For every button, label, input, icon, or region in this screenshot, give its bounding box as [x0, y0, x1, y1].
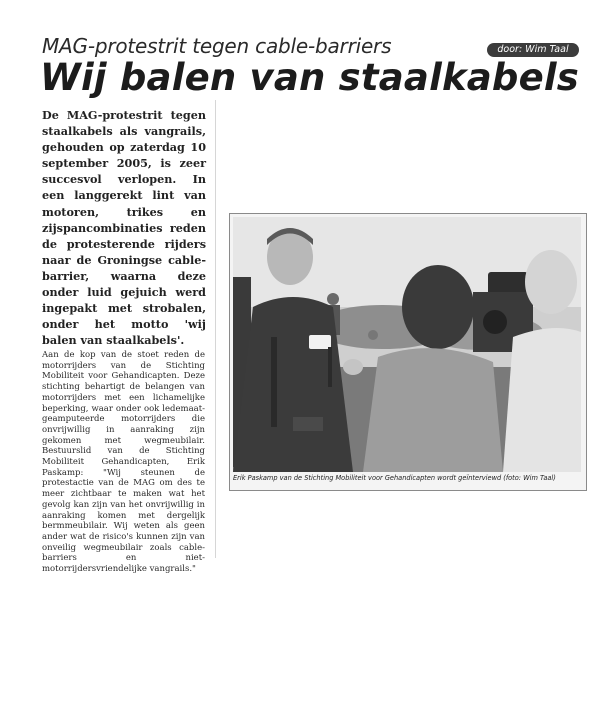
byline-badge: door: Wim Taal	[487, 43, 579, 57]
article-body: Aan de kop van de stoet reden de motorrijders van de Stichting Mobiliteit voor Gehandicapten. Deze stichting behartigt de belangen van motorrijders met een lichamelijke beperking, waar onder ook ledemaat-geamputeerde motorrijders die onvrijwillig in aanraking zijn gekomen met wegmeubilair. Bestuurslid van de Stichting Mobiliteit Gehandicapten, Erik Paskamp: "Wij steunen de protestactie van de MAG om des te meer zichtbaar te maken wat het gevolg kan zijn van het onvrijwillig in aanraking komen met dergelijk bermmeubilair. Wij weten als geen ander wat de risico's kunnen zijn van onveilig wegmeubilair zoals cable-barriers en niet-motorrijdersvriendelijke vangrails."	[42, 350, 205, 575]
interview-photo	[233, 217, 581, 472]
article-headline: Wij balen van staalkabels	[40, 56, 580, 99]
article-intro: De MAG-protestrit tegen staalkabels als vangrails, gehouden op zaterdag 10 september 2005, is zeer succesvol verlopen. In een langgerekt lint van motoren, trikes en zijspancombinaties reden de protesterende rijders naar de Groningse cable-barrier, waarna deze onder luid gejuich werd ingepakt met strobalen, onder het motto 'wij balen van staalkabels'.	[42, 108, 206, 348]
photo-caption: Erik Paskamp van de Stichting Mobiliteit voor Gehandicapten wordt geïnterviewd (foto: Wim Taal)	[233, 474, 556, 482]
column-divider	[215, 100, 216, 558]
article-kicker: MAG-protestrit tegen cable-barriers	[42, 34, 392, 58]
